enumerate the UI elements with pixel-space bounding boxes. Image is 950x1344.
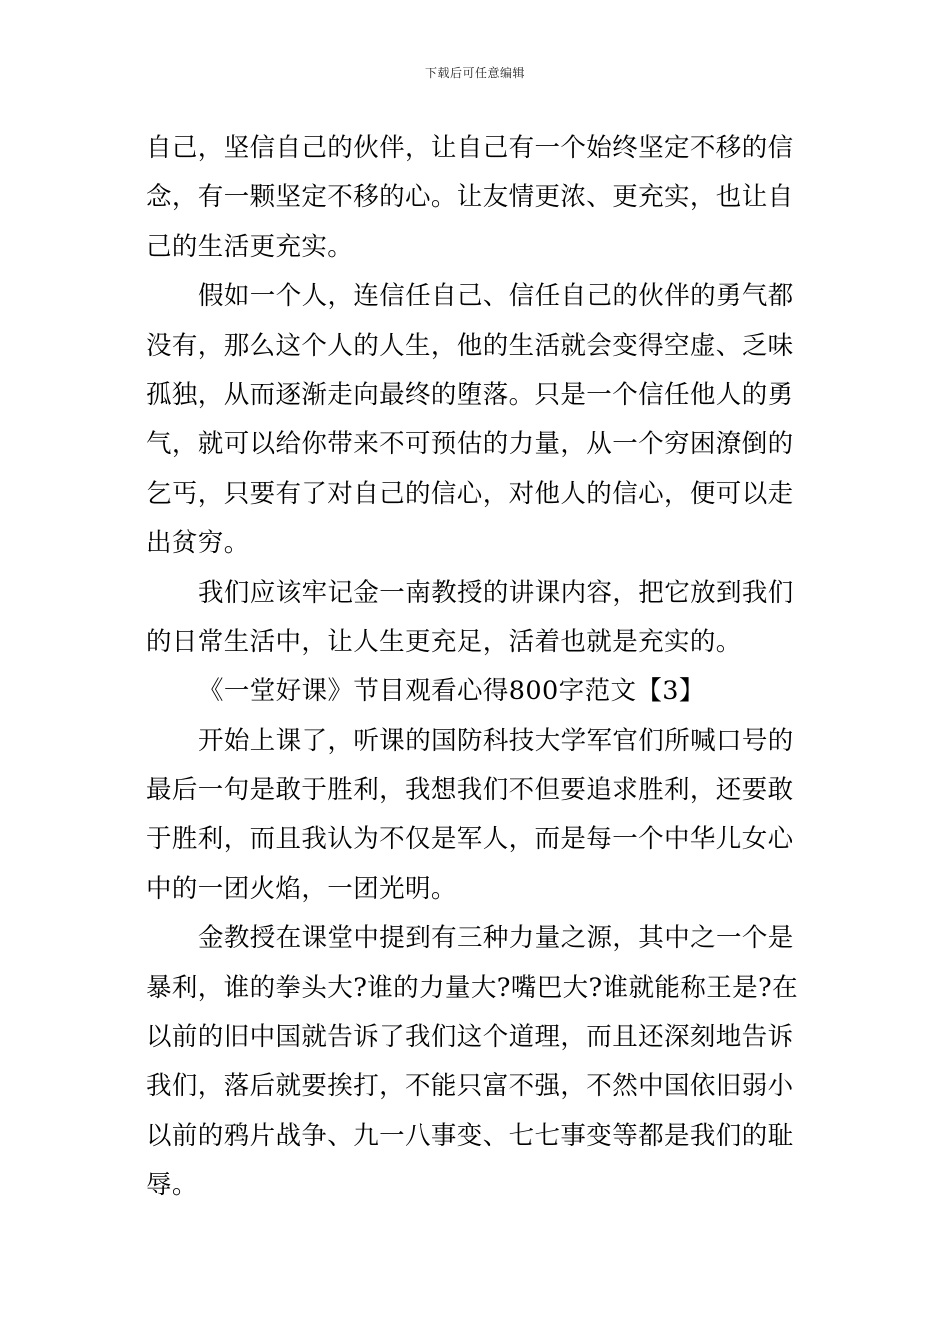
text-line: 念，有一颗坚定不移的心。让友情更浓、更充实，也让自	[146, 182, 794, 213]
page-header: 下载后可任意编辑	[424, 66, 525, 80]
text-line: 的日常生活中，让人生更充足，活着也就是充实的。	[146, 626, 742, 657]
paragraph-first-line: 假如一个人，连信任自己、信任自己的伙伴的勇气都	[198, 281, 794, 312]
text-line: 没有，那么这个人的人生，他的生活就会变得空虚、乏味	[146, 330, 794, 361]
text-line: 自己，坚信自己的伙伴，让自己有一个始终坚定不移的信	[146, 133, 794, 163]
text-line: 乞丐，只要有了对自己的信心，对他人的信心，便可以走	[146, 478, 794, 509]
section-heading: 《一堂好课》节目观看心得800字范文【3】	[198, 676, 705, 707]
text-line: 以前的鸦片战争、九一八事变、七七事变等都是我们的耻	[146, 1120, 794, 1151]
text-line: 辱。	[146, 1170, 198, 1201]
text-line: 中的一团火焰，一团光明。	[146, 873, 457, 904]
text-line: 以前的旧中国就告诉了我们这个道理，而且还深刻地告诉	[146, 1022, 794, 1053]
text-line: 孤独，从而逐渐走向最终的堕落。只是一个信任他人的勇	[146, 379, 794, 410]
text-line: 出贫穷。	[146, 528, 250, 559]
text-line: 我们，落后就要挨打，不能只富不强，不然中国依旧弱小	[146, 1071, 794, 1102]
paragraph-first-line: 我们应该牢记金一南教授的讲课内容，把它放到我们	[198, 577, 794, 608]
text-line: 己的生活更充实。	[146, 231, 354, 262]
text-line: 最后一句是敢于胜利，我想我们不但要追求胜利，还要敢	[146, 775, 794, 806]
document-body	[146, 124, 816, 1211]
text-line: 气，就可以给你带来不可预估的力量，从一个穷困潦倒的	[146, 429, 794, 460]
paragraph-first-line: 开始上课了，听课的国防科技大学军官们所喊口号的	[198, 725, 794, 756]
text-line: 暴利，谁的拳头大?谁的力量大?嘴巴大?谁就能称王是?在	[146, 972, 798, 1003]
paragraph-first-line: 金教授在课堂中提到有三种力量之源，其中之一个是	[198, 923, 794, 954]
text-line: 于胜利，而且我认为不仅是军人，而是每一个中华儿女心	[146, 824, 794, 855]
